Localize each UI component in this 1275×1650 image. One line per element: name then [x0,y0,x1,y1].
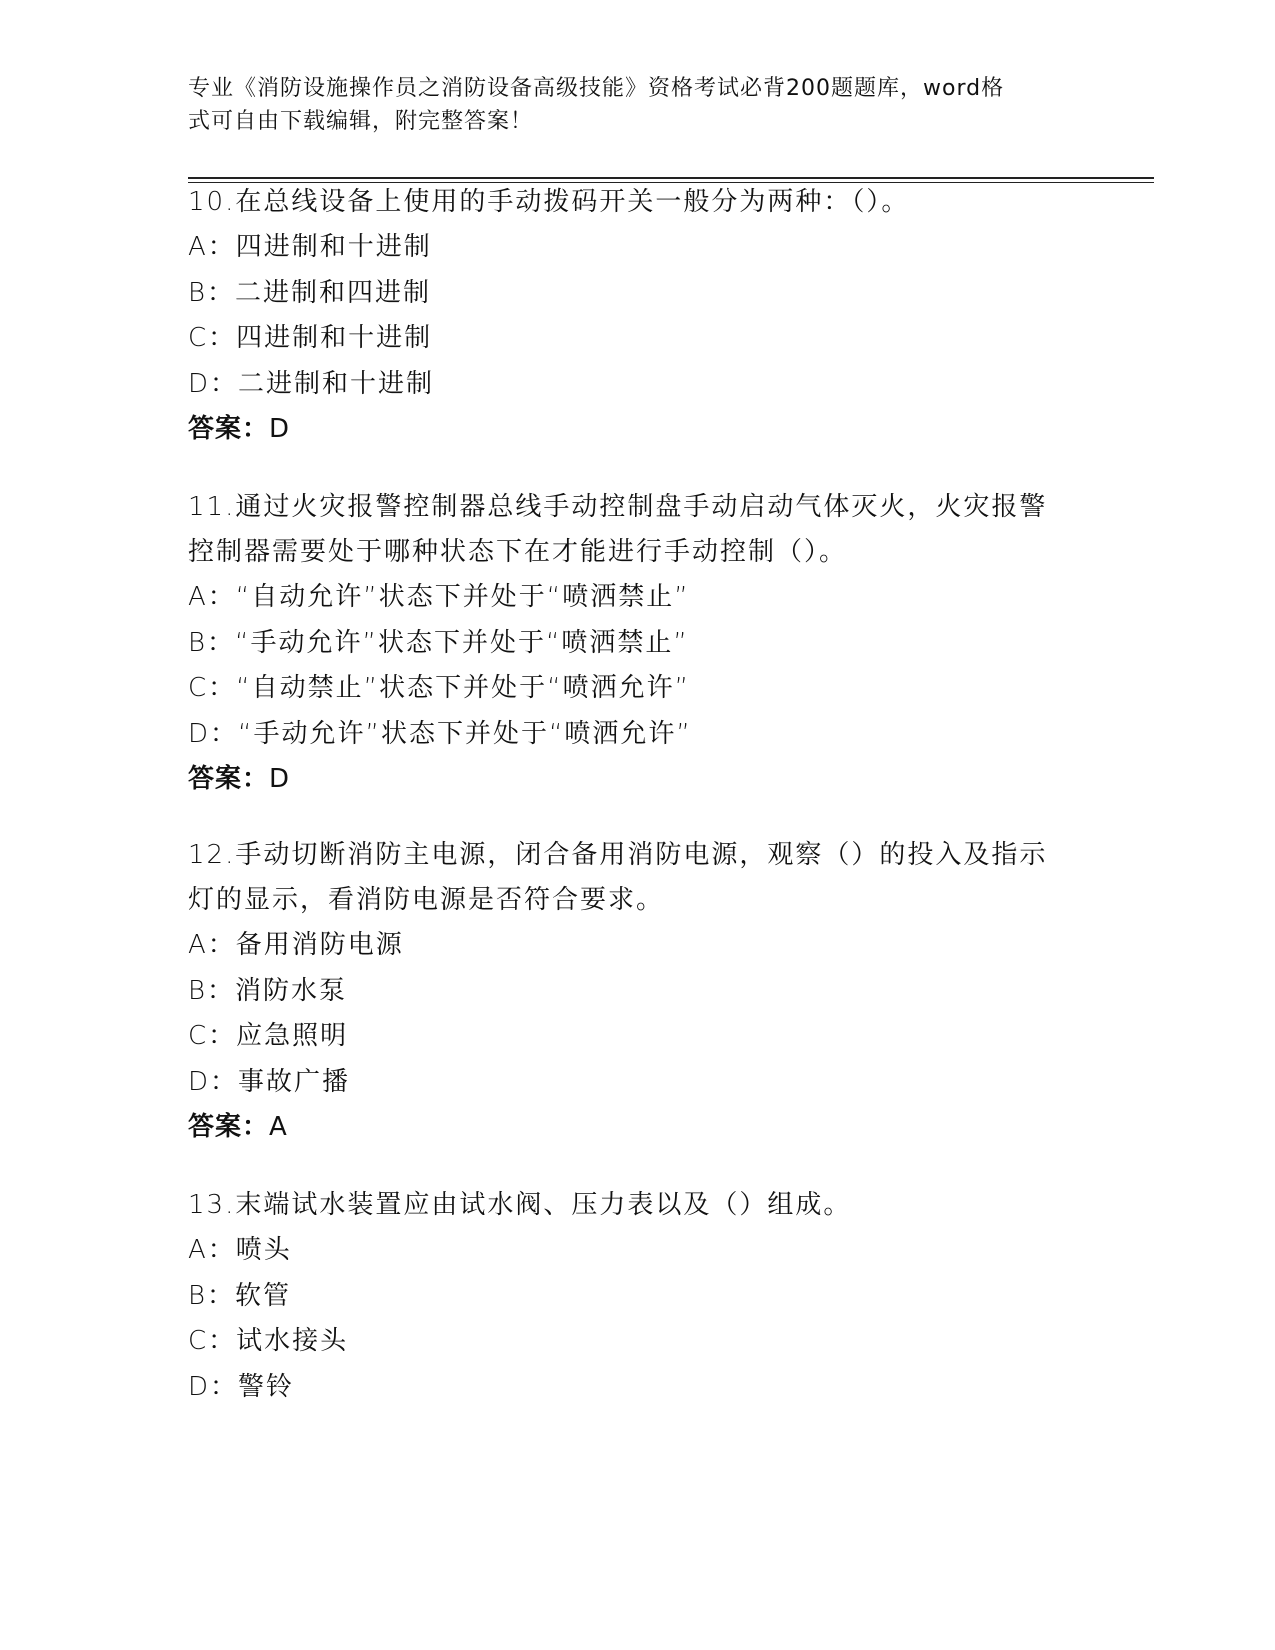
question-12 [188,833,1088,1151]
option-c: C：“自动禁止”状态下并处于“喷洒允许” [188,673,691,703]
document-header [188,72,1088,138]
option-b: B：消防水泵 [188,975,348,1006]
answer-line [188,757,1088,803]
header-line-1: 专业《消防设施操作员之消防设备高级技能》资格考试必背200题题库，word格 [188,76,1005,101]
question-stem: 10.在总线设备上使用的手动拨码开关一般分为两种：（）。 [188,187,910,217]
option-a: A：喷头 [188,1235,292,1265]
option-c: C：四进制和十进制 [188,323,433,353]
option-d: D：“手动允许”状态下并处于“喷洒允许” [188,718,692,749]
question-stem-line-1: 12.手动切断消防主电源，闭合备用消防电源，观察（）的投入及指示 [188,840,1048,870]
option-d: D：二进制和十进制 [188,368,435,399]
answer-value: D [269,764,291,794]
question-13 [188,1183,1088,1410]
answer-label: 答案： [188,764,270,794]
header-divider-thick [188,177,1154,179]
header-line-2: 式可自由下载编辑，附完整答案！ [188,109,534,134]
answer-line [188,407,1088,453]
option-b: B：软管 [188,1280,292,1311]
option-b: B：“手动允许”状态下并处于“喷洒禁止” [188,627,689,658]
option-d: D：警铃 [188,1371,295,1402]
option-a: A：备用消防电源 [188,930,404,960]
question-stem: 13.末端试水装置应由试水阀、压力表以及（）组成。 [188,1190,852,1220]
option-b: B：二进制和四进制 [188,277,432,308]
option-c: C：试水接头 [188,1326,349,1356]
question-stem-line-1: 11.通过火灾报警控制器总线手动控制盘手动启动气体灭火，火灾报警 [188,492,1048,522]
question-stem-line-2: 灯的显示，看消防电源是否符合要求。 [188,885,665,915]
question-11 [188,485,1088,803]
option-c: C：应急照明 [188,1021,349,1051]
option-d: D：事故广播 [188,1066,351,1097]
answer-value: A [269,1112,288,1142]
answer-line [188,1105,1088,1151]
option-a: A：四进制和十进制 [188,232,432,262]
question-10 [188,180,1088,453]
option-a: A：“自动允许”状态下并处于“喷洒禁止” [188,582,690,612]
answer-label: 答案： [188,414,270,444]
answer-label: 答案： [188,1112,270,1142]
answer-value: D [269,414,291,444]
question-stem-line-2: 控制器需要处于哪种状态下在才能进行手动控制（）。 [188,537,848,567]
